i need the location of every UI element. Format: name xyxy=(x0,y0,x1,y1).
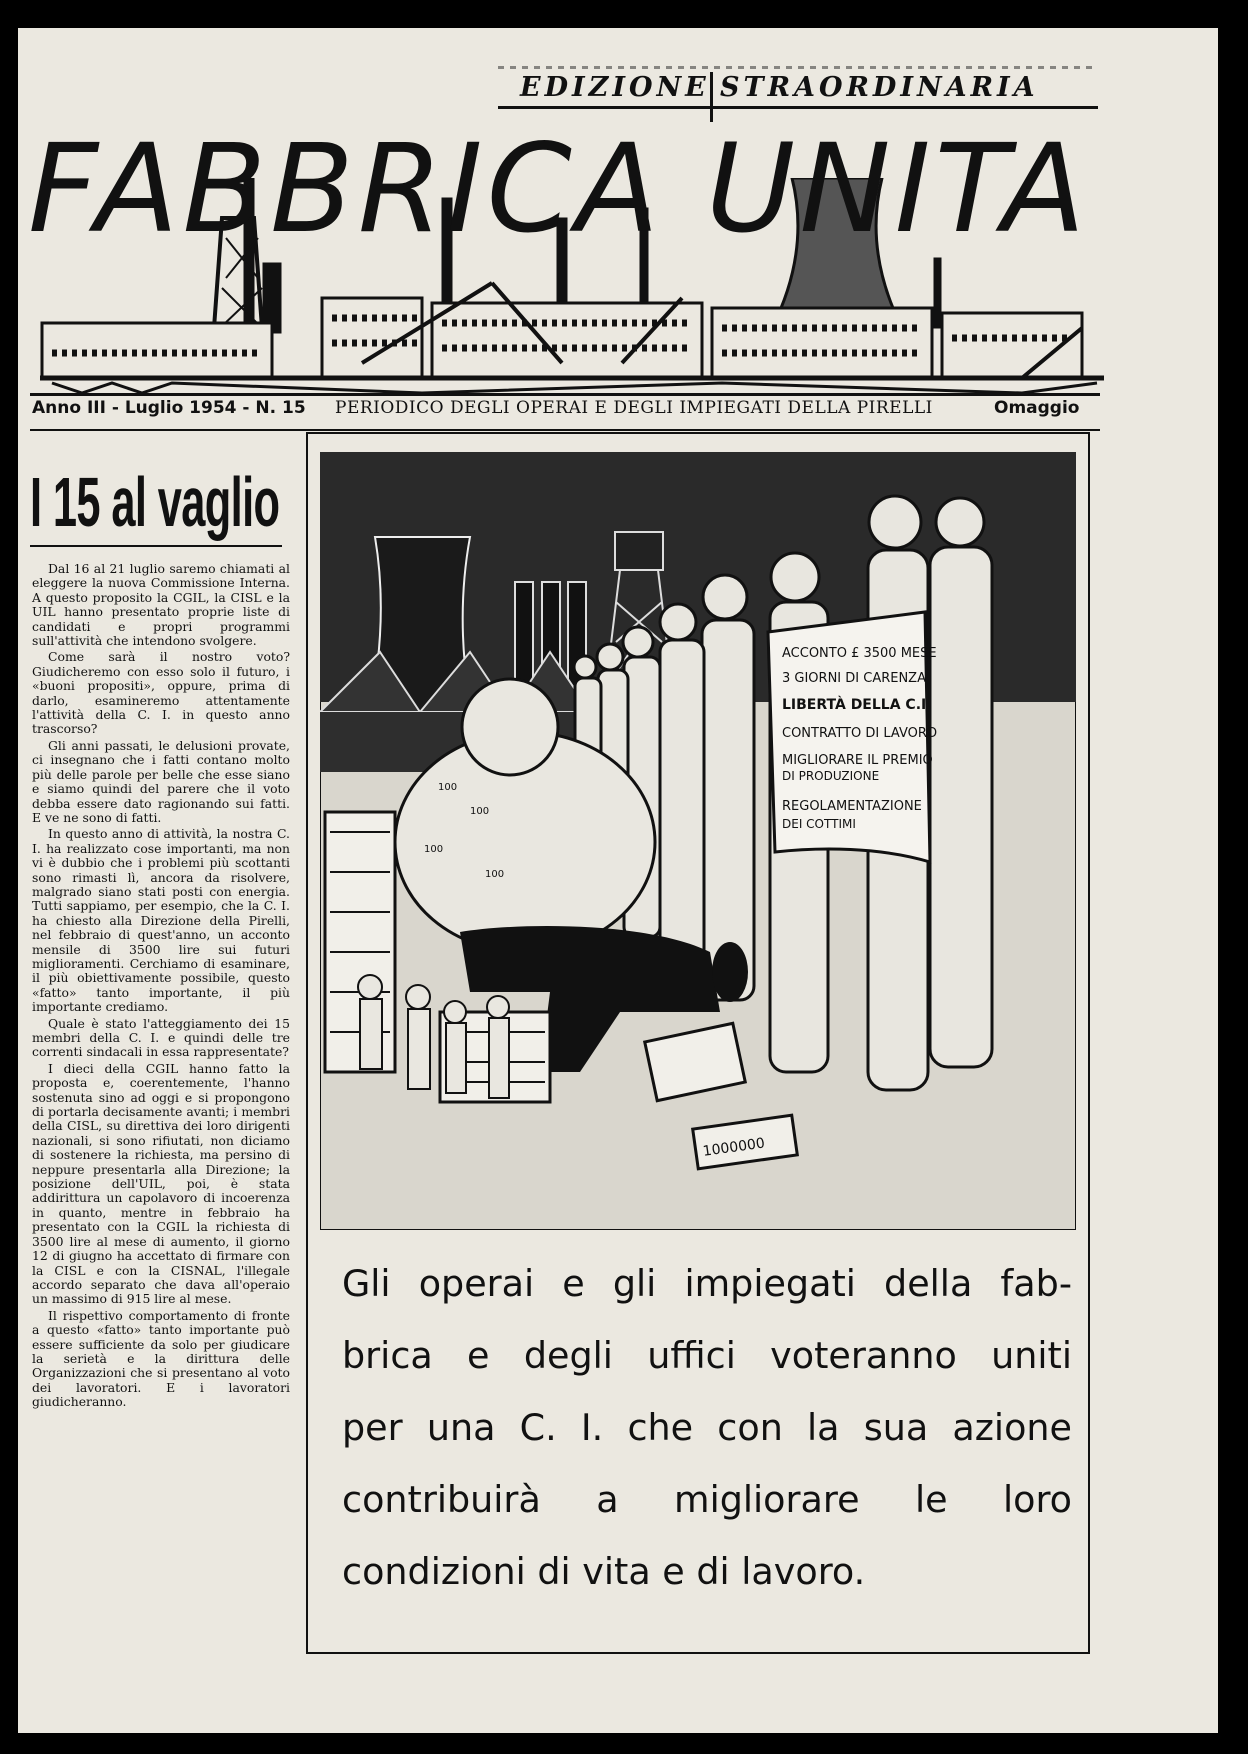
article-paragraph: Quale è stato l'atteggiamento dei 15 membri della C. I. e quindi delle tre correnti sindacali in essa rappresentate? xyxy=(32,1015,290,1060)
cartoon-water-tower xyxy=(615,532,663,570)
cartoon-caption xyxy=(342,1248,1072,1608)
info-rule-top xyxy=(30,393,1100,396)
banner-line: ACCONTO £ 3500 MESE xyxy=(782,646,937,661)
article-paragraph: Gli anni passati, le delusioni provate, ci insegnano che i fatti contano molto più delle parole per belle che esse siano e siamo quindi del parere che il voto debba essere dato ragionando sui fatti. E ve ne sono di fatti. xyxy=(32,737,290,825)
article-paragraph: Dal 16 al 21 luglio saremo chiamati al eleggere la nuova Commissione Interna. A questo proposito la CGIL, la CISL e la UIL hanno presentato proprie liste di candidati e propri programmi sull'attività che intendono svolgere. xyxy=(32,561,290,649)
building-4 xyxy=(712,308,932,378)
banner-line: REGOLAMENTAZIONE xyxy=(782,799,922,814)
small-figure xyxy=(406,985,430,1089)
article-paragraph: I dieci della CGIL hanno fatto la proposta e, coerentemente, l'hanno sostenuta sino ad oggi e si propongono di portarla decisamente avanti; i membri della CISL, su direttiva dei loro dirigenti nazionali, si sono rifiutati, non diciamo di sostenere la richiesta, ma persino di neppure presentarla alla Direzione; la posizione dell'UIL, poi, è stata addirittura un capolavoro di incoerenza in quanto, mentre in febbraio ha presentato con la CGIL la richiesta di 3500 lire al mese di aumento, il giorno 12 di giugno ha accettato di firmare con la CISL e con la CISNAL, l'illegale accordo separato che dava all'operaio un massimo di 915 lire al mese. xyxy=(32,1060,290,1307)
edition-label-left: EDIZIONE xyxy=(520,72,710,103)
demands-banner xyxy=(768,612,937,862)
info-rule-bottom xyxy=(30,429,1100,431)
edition-dotted-rule xyxy=(498,66,1098,69)
banner-line: MIGLIORARE IL PREMIO xyxy=(782,753,933,768)
article-paragraph: Il rispettivo comportamento di fronte a questo «fatto» tanto importante può essere sufficiente da solo per giudicare la serietà e la dirittura delle Organizzazioni che si presentano al voto dei lavoratori. E i lavoratori giudicheranno. xyxy=(32,1307,290,1410)
edition-rule xyxy=(498,106,1098,109)
article-paragraph: Come sarà il nostro voto? Giudicheremo con esso solo il futuro, i «buoni propositi», oppure, prima di darlo, esamineremo attentamente l'attività della C. I. in questo anno trascorso? xyxy=(32,649,290,737)
small-figure xyxy=(358,975,382,1069)
article-paragraph: In questo anno di attività, la nostra C. I. ha realizzato cose importanti, ma non vi è dubbio che i problemi più scottanti sono rimasti lì, ancora da risolvere, malgrado siano stati posti con energia. Tutti sappiamo, per esempio, che la C. I. ha chiesto alla Direzione della Pirelli, nel febbraio di quest'anno, un acconto mensile di 3500 lire sui futuri miglioramenti. Cerchiamo di esaminare, il più obiettivamente possibile, questo «fatto» tanto importante, il più importante crediamo. xyxy=(32,826,290,1015)
caption-line: per una C. I. che con la sua azione xyxy=(342,1406,1072,1449)
article-headline: I 15 al vaglio xyxy=(30,463,280,541)
building-3 xyxy=(432,303,702,378)
small-figure xyxy=(444,1001,466,1093)
issue-info: Anno III - Luglio 1954 - N. 15 xyxy=(32,398,306,418)
caption-line: contribuirà a migliorare le loro xyxy=(342,1478,1072,1521)
small-figure xyxy=(487,996,509,1098)
banner-line: DEI COTTIMI xyxy=(782,817,856,831)
caption-line: condizioni di vita e di lavoro. xyxy=(342,1550,866,1593)
banner-line: CONTRATTO DI LAVORO xyxy=(782,726,938,741)
money-label: 100 xyxy=(470,806,490,817)
periodical-subtitle: PERIODICO DEGLI OPERAI E DEGLI IMPIEGATI DELLA PIRELLI xyxy=(335,398,933,418)
money-label: 100 xyxy=(485,869,505,880)
money-label: 100 xyxy=(438,782,458,793)
banner-line: LIBERTÀ DELLA C.I. xyxy=(782,697,932,713)
caption-line: Gli operai e gli impiegati della fab- xyxy=(342,1262,1072,1305)
headline-rule xyxy=(30,545,282,547)
worker-figure xyxy=(660,604,704,970)
worker-figure xyxy=(930,498,992,1067)
banner-line: 3 GIORNI DI CARENZA xyxy=(782,671,926,686)
price-label: Omaggio xyxy=(994,398,1080,418)
political-cartoon xyxy=(320,452,1076,1230)
building-2 xyxy=(322,298,422,378)
edition-divider xyxy=(710,72,713,122)
article-body xyxy=(32,562,290,1412)
money-label: 100 xyxy=(424,844,444,855)
banner-line: DI PRODUZIONE xyxy=(782,769,880,783)
edition-label-right: STRAORDINARIA xyxy=(720,72,1039,103)
money-label: 1000000 xyxy=(701,1135,766,1160)
caption-line: brica e degli uffici voteranno uniti xyxy=(342,1334,1072,1377)
worker-figure xyxy=(702,575,754,1000)
masthead-title: FABBRICA UNITA xyxy=(28,118,1090,260)
